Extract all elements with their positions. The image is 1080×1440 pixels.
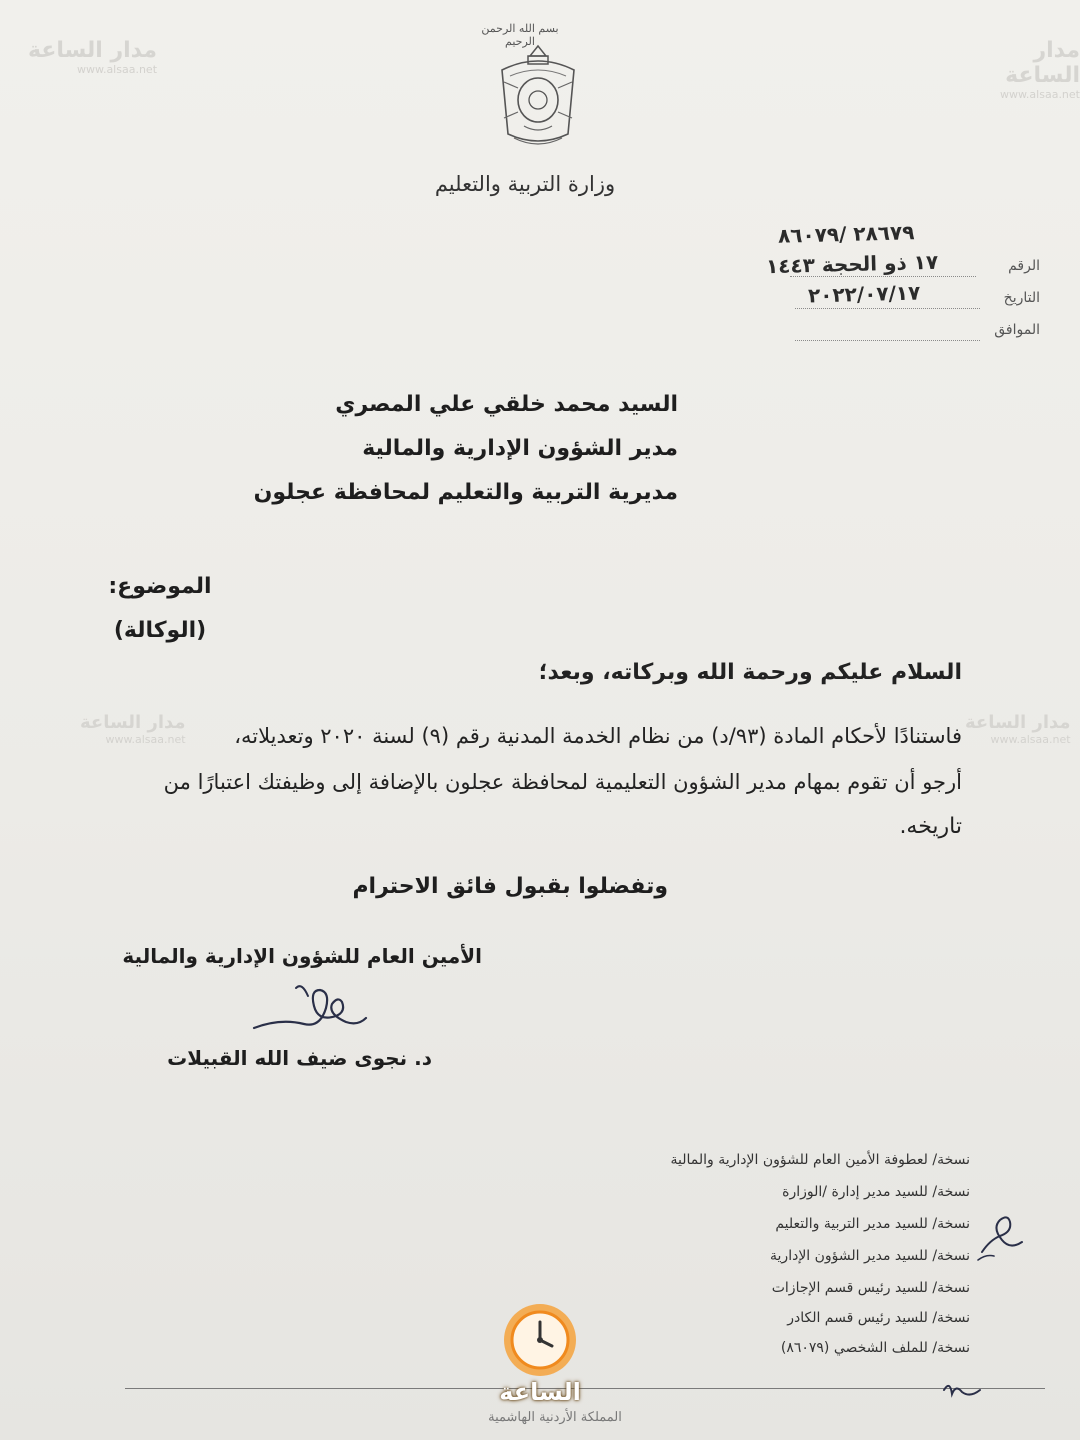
- copy-line-5: نسخة/ للسيد رئيس قسم الإجازات: [771, 1280, 970, 1296]
- footer-country: المملكة الأردنية الهاشمية: [488, 1410, 622, 1425]
- copy-line-7: نسخة/ للملف الشخصي (٨٦٠٧٩): [780, 1340, 970, 1356]
- ref-date-label: التاريخ: [1003, 290, 1040, 306]
- news-logo-text: الساعة: [499, 1378, 581, 1406]
- signatory-name: د. نجوى ضيف الله القبيلات: [167, 1046, 432, 1070]
- ref-date-hijri: ١٧ ذو الحجة ١٤٤٣: [765, 249, 939, 279]
- copy-line-6: نسخة/ للسيد رئيس قسم الكادر: [787, 1310, 970, 1326]
- copy-line-3: نسخة/ للسيد مدير التربية والتعليم: [775, 1216, 970, 1232]
- closing: وتفضلوا بقبول فائق الاحترام: [352, 874, 668, 899]
- copy-line-2: نسخة/ للسيد مدير إدارة /الوزارة: [782, 1184, 970, 1200]
- subject-value: (الوكالة): [113, 618, 207, 643]
- addressee-name: السيد محمد خلقي علي المصري: [335, 392, 678, 417]
- watermark-brand: مدار الساعة: [28, 38, 158, 63]
- watermark-top-left: [28, 38, 157, 76]
- watermark-site: www.alsaa.net: [990, 733, 1071, 746]
- initials-icon: [976, 1210, 1026, 1266]
- footer-mark-icon: [940, 1376, 1000, 1404]
- signature-icon: [250, 978, 370, 1042]
- watermark-site: www.alsaa.net: [999, 88, 1080, 101]
- watermark-brand: مدار الساعة: [1005, 38, 1080, 88]
- ref-date-gregorian: ٢٠٢٢/٠٧/١٧: [807, 280, 921, 308]
- ministry-name: وزارة التربية والتعليم: [434, 172, 616, 196]
- body-line-2: أرجو أن تقوم بمهام مدير الشؤون التعليمية لمحافظة عجلون بالإضافة إلى وظيفتك اعتبارًا من: [163, 770, 962, 794]
- signatory-title: الأمين العام للشؤون الإدارية والمالية: [122, 944, 482, 968]
- watermark-top-right: [958, 38, 1080, 101]
- copy-line-1: نسخة/ لعطوفة الأمين العام للشؤون الإدارية والمالية: [670, 1152, 970, 1168]
- ref-number-label: الرقم: [1008, 258, 1040, 274]
- clock-logo-icon: [500, 1300, 580, 1380]
- greeting: السلام عليكم ورحمة الله وبركاته، وبعد؛: [538, 660, 962, 685]
- coat-of-arms-icon: [488, 42, 588, 154]
- ref-corresponding-line: [795, 340, 980, 341]
- body-line-1: فاستنادًا لأحكام المادة (٩٣/د) من نظام الخدمة المدنية رقم (٩) لسنة ٢٠٢٠ وتعديلاته،: [234, 724, 962, 748]
- watermark-site: www.alsaa.net: [105, 733, 186, 746]
- watermark-brand: مدار الساعة: [80, 712, 186, 733]
- subject-label: الموضوع:: [108, 574, 212, 599]
- ref-number-value: ٢٨٦٧٩ /٨٦٠٧٩: [777, 220, 915, 248]
- addressee-directorate: مديرية التربية والتعليم لمحافظة عجلون: [253, 480, 678, 505]
- ref-corresponding-label: الموافق: [994, 322, 1040, 338]
- addressee-title: مدير الشؤون الإدارية والمالية: [362, 436, 678, 461]
- copy-line-4: نسخة/ للسيد مدير الشؤون الإدارية: [770, 1248, 970, 1264]
- watermark-mid-right: [965, 712, 1071, 746]
- watermark-mid-left: [80, 712, 186, 746]
- watermark-brand: مدار الساعة: [965, 712, 1071, 733]
- basmala: بسم الله الرحمن الرحيم: [481, 22, 559, 48]
- watermark-site: www.alsaa.net: [76, 63, 158, 76]
- body-line-3: تاريخه.: [899, 814, 962, 839]
- ref-date-line: [795, 308, 980, 309]
